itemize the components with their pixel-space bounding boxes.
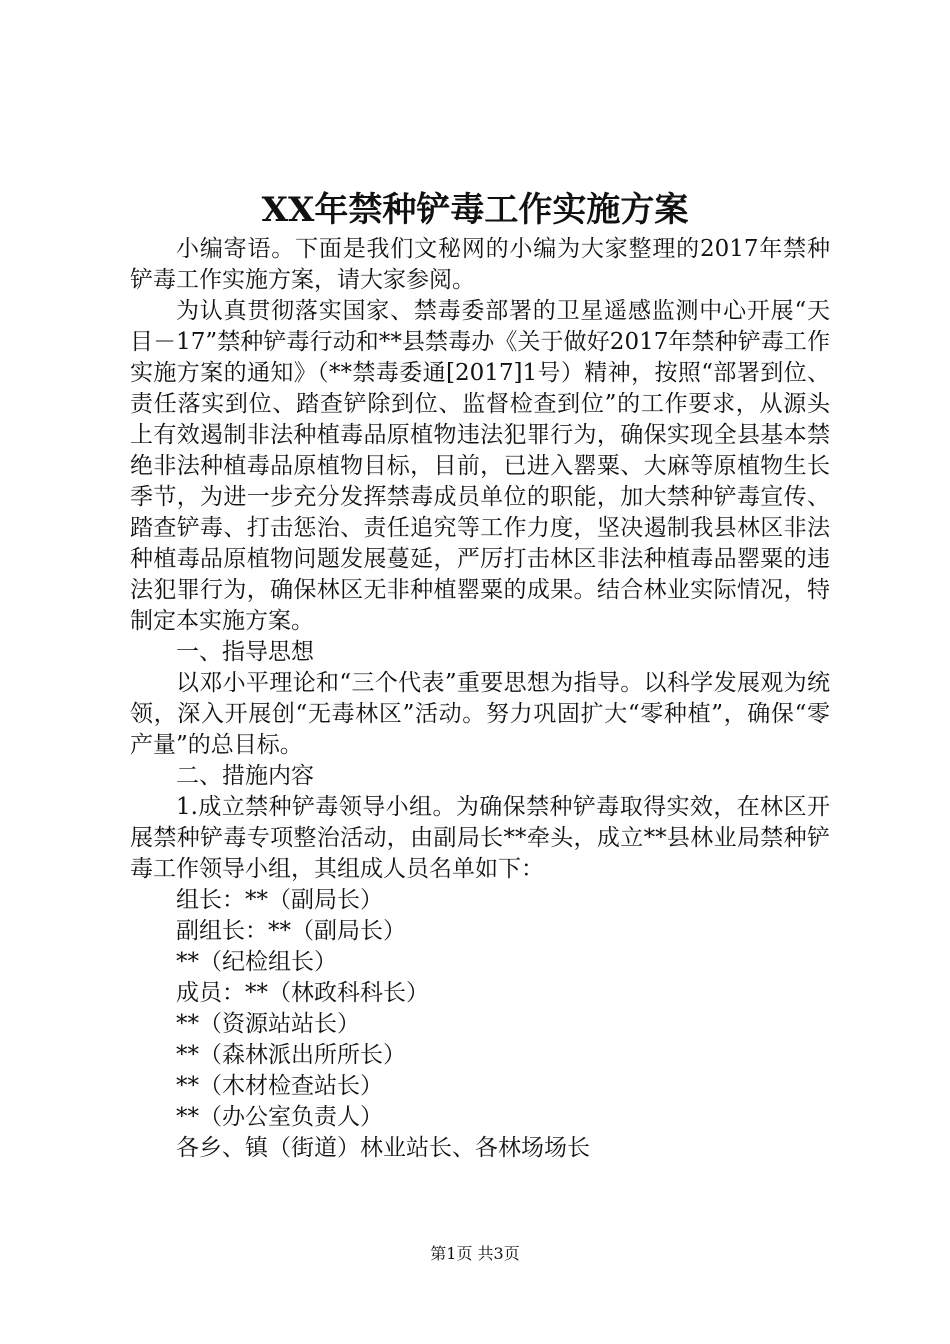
section-heading-measures: 二、措施内容: [176, 763, 314, 789]
member-line: 各乡、镇（街道）林业站长、各林场场长: [176, 1135, 590, 1161]
document-body: [130, 234, 830, 1164]
member-line: **（纪检组长）: [176, 949, 337, 975]
member-line: **（木材检查站长）: [176, 1073, 383, 1099]
member-line: 成员：**（林政科科长）: [176, 980, 429, 1006]
section-heading-guiding-thought: 一、指导思想: [176, 639, 314, 665]
background-paragraph: 为认真贯彻落实国家、禁毒委部署的卫星遥感监测中心开展“天目－17”禁种铲毒行动和**县禁毒办《关于做好2017年禁种铲毒工作实施方案的通知》（**禁毒委通[2017]1号）精神，按照“部署到位、责任落实到位、踏查铲除到位、监督检查到位”的工作要求，从源头上有效遏制非法种植毒品原植物违法犯罪行为，确保实现全县基本禁绝非法种植毒品原植物目标，目前，已进入罂粟、大麻等原植物生长季节，为进一步充分发挥禁毒成员单位的职能，加大禁种铲毒宣传、踏查铲毒、打击惩治、责任追究等工作力度，坚决遏制我县林区非法种植毒品原植物问题发展蔓延，严厉打击林区非法种植毒品罂粟的违法犯罪行为，确保林区无非种植罂粟的成果。结合林业实际情况，特制定本实施方案。: [130, 298, 830, 634]
document-title: XX年禁种铲毒工作实施方案: [261, 190, 689, 230]
member-line: 副组长：**（副局长）: [176, 918, 406, 944]
page-footer: 第1页 共3页: [430, 1244, 520, 1263]
measure-1-paragraph: 1.成立禁种铲毒领导小组。为确保禁种铲毒取得实效，在林区开展禁种铲毒专项整治活动，由副局长**牵头，成立**县林业局禁种铲毒工作领导小组，其组成人员名单如下：: [130, 794, 830, 882]
guiding-thought-paragraph: 以邓小平理论和“三个代表”重要思想为指导。以科学发展观为统领，深入开展创“无毒林区”活动。努力巩固扩大“零种植”，确保“零产量”的总目标。: [130, 670, 830, 758]
member-line: **（办公室负责人）: [176, 1104, 383, 1130]
member-line: **（资源站站长）: [176, 1011, 360, 1037]
intro-paragraph: 小编寄语。下面是我们文秘网的小编为大家整理的2017年禁种铲毒工作实施方案，请大家参阅。: [130, 236, 830, 293]
member-line: **（森林派出所所长）: [176, 1042, 406, 1068]
member-line: 组长：**（副局长）: [176, 887, 383, 913]
